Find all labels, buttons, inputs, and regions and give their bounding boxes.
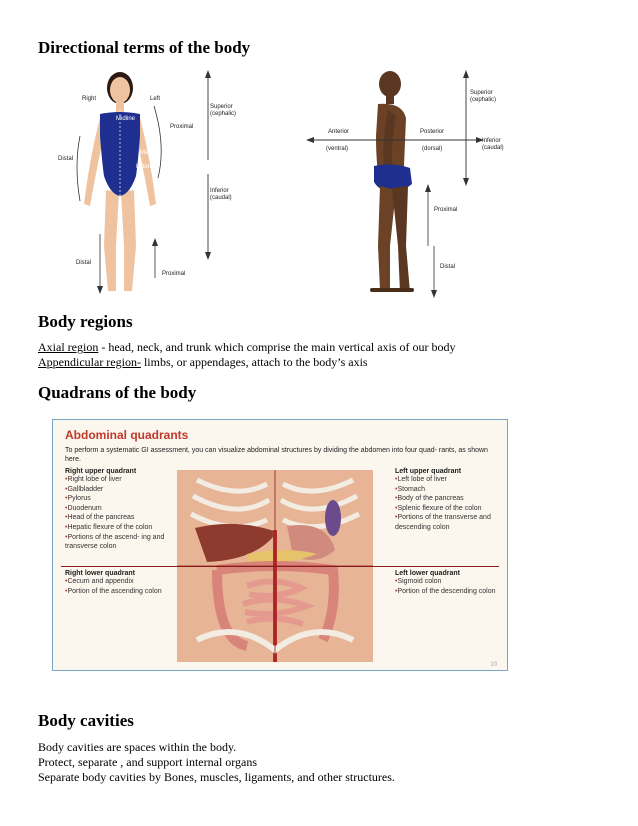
llq-item: • Portion of the descending colon [395, 587, 501, 597]
abdominal-title: Abdominal quadrants [65, 428, 189, 442]
ruq-item: • Head of the pancreas [65, 513, 175, 523]
luq-block [395, 468, 501, 533]
label-inferior: Inferior [210, 188, 229, 194]
side-label-superior-sub: (cephalic) [470, 97, 497, 103]
ruq-item: • Right lobe of liver [65, 475, 175, 485]
front-figure-diagram [50, 66, 250, 302]
ruq-item: • Portions of the ascend- ing and transverse colon [65, 533, 175, 552]
side-label-distal: Distal [440, 264, 456, 270]
side-label-inferior-sub: (caudal) [482, 145, 504, 151]
ruq-item: • Duodenum [65, 504, 175, 514]
llq-item: • Sigmoid colon [395, 577, 501, 587]
cavities-line-1: Body cavities are spaces within the body. [38, 740, 237, 754]
side-label-anterior-sub: (ventral) [326, 146, 349, 152]
label-distal-bottom: Distal [76, 260, 92, 266]
ruq-block [65, 468, 175, 552]
llq-block [395, 570, 501, 596]
appendicular-region-line [38, 355, 368, 370]
label-lateral: Lateral [136, 164, 155, 170]
appendicular-region-term: Appendicular region- [38, 355, 141, 369]
abdominal-quadrants-figure [52, 419, 508, 671]
label-left: Left [150, 96, 161, 102]
ruq-item: • Pylorus [65, 494, 175, 504]
rlq-item: • Cecum and appendix [65, 577, 175, 587]
axial-region-desc: - head, neck, and trunk which comprise the main vertical axis of our body [98, 340, 456, 354]
side-figure-diagram [306, 66, 516, 302]
figure-page-number: 10 [490, 662, 497, 668]
label-proximal-bottom: Proximal [162, 271, 186, 277]
cavities-line-3: Separate body cavities by Bones, muscles, ligaments, and other structures. [38, 770, 395, 784]
rlq-list [65, 577, 175, 596]
heading-body-cavities: Body cavities [38, 711, 134, 730]
cavities-line-2: Protect, separate , and support internal organs [38, 755, 258, 769]
axial-region-line [38, 340, 456, 355]
label-superior-sub: (cephalic) [210, 111, 237, 117]
side-label-posterior: Posterior [420, 129, 445, 135]
side-label-anterior: Anterior [328, 129, 350, 135]
label-superior: Superior [210, 104, 233, 110]
luq-item: • Splenic flexure of the colon [395, 504, 501, 514]
label-medial: Medial [140, 150, 158, 156]
rlq-title: Right lower quadrant [65, 570, 135, 577]
luq-item: • Body of the pancreas [395, 494, 501, 504]
rlq-block [65, 570, 175, 596]
label-distal-left: Distal [58, 156, 74, 162]
abdominal-intro: To perform a systematic GI assessment, you can visualize abdominal structures by dividing the abdomen into four quad- rants, as shown here. [65, 447, 488, 463]
label-proximal-top: Proximal [170, 124, 194, 130]
axial-region-term: Axial region [38, 340, 99, 354]
luq-item: • Portions of the transverse and descending colon [395, 513, 501, 532]
luq-item: • Stomach [395, 485, 501, 495]
label-right: Right [82, 96, 97, 102]
rlq-item: • Portion of the ascending colon [65, 587, 175, 597]
side-label-posterior-sub: (dorsal) [422, 146, 443, 152]
luq-item: • Left lobe of liver [395, 475, 501, 485]
heading-body-regions: Body regions [38, 312, 133, 331]
heading-directional-terms: Directional terms of the body [38, 38, 251, 57]
heading-quadrants: Quadrans of the body [38, 383, 197, 402]
luq-title: Left upper quadrant [395, 468, 462, 475]
ruq-list [65, 475, 175, 552]
label-midline: Midline [116, 116, 136, 122]
side-label-superior: Superior [470, 90, 493, 96]
luq-list [395, 475, 501, 533]
side-label-inferior: Inferior [482, 138, 501, 144]
ruq-item: • Hepatic flexure of the colon [65, 523, 175, 533]
side-label-proximal: Proximal [434, 207, 458, 213]
llq-title: Left lower quadrant [395, 570, 460, 577]
appendicular-region-desc: limbs, or appendages, attach to the body’s axis [140, 355, 368, 369]
ruq-item: • Gallbladder [65, 485, 175, 495]
llq-list [395, 577, 501, 596]
ruq-title: Right upper quadrant [65, 468, 137, 475]
label-inferior-sub: (caudal) [210, 195, 232, 201]
quadrant-divider [61, 566, 499, 567]
